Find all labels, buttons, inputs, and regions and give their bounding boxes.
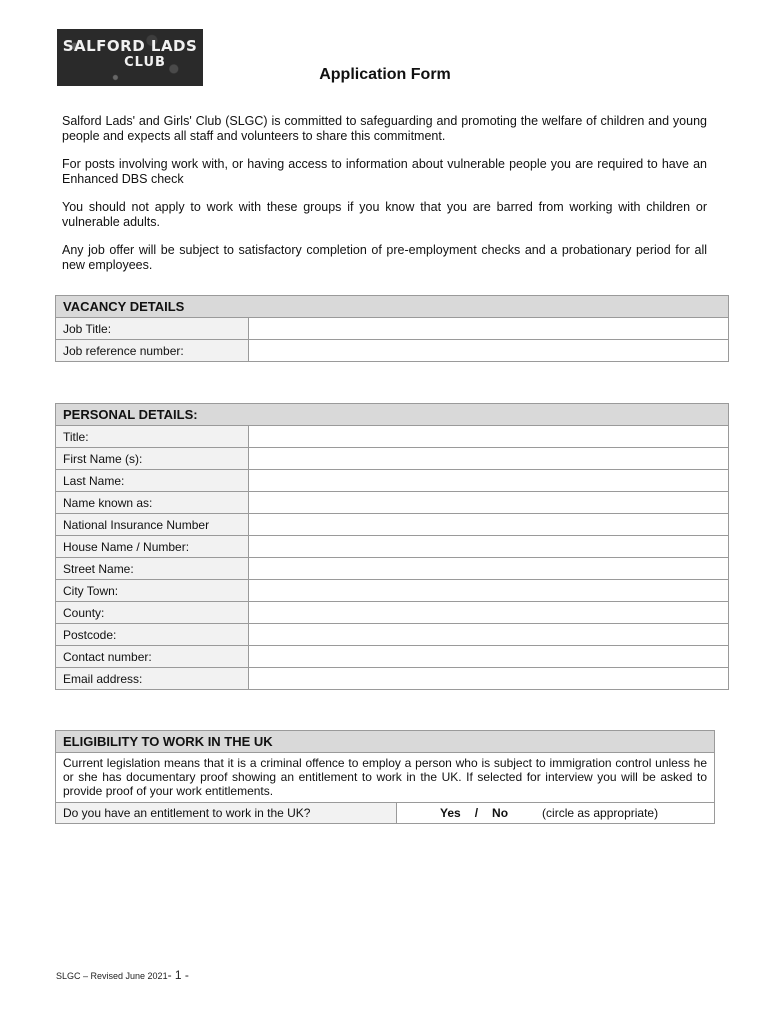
- page-footer: [56, 968, 189, 982]
- logo-line-1: SALFORD LADS: [62, 37, 198, 55]
- field-label: City Town:: [56, 580, 249, 602]
- table-row: [56, 340, 729, 362]
- field-label: Job reference number:: [56, 340, 249, 362]
- table-row: [56, 448, 729, 470]
- first-name-field[interactable]: [249, 448, 729, 470]
- footer-text: SLGC – Revised June 2021: [56, 971, 168, 981]
- table-row: [56, 558, 729, 580]
- field-label: County:: [56, 602, 249, 624]
- table-row: [56, 536, 729, 558]
- known-as-field[interactable]: [249, 492, 729, 514]
- eligibility-text: Current legislation means that it is a criminal offence to employ a person who is subject to immigration control unless he or she has documentary proof showing an entitlement to work in the UK. If selected for interview you will be asked to provide proof of your work entitlements.: [56, 753, 715, 803]
- job-reference-field[interactable]: [249, 340, 729, 362]
- field-label: House Name / Number:: [56, 536, 249, 558]
- field-label: Postcode:: [56, 624, 249, 646]
- field-label: Job Title:: [56, 318, 249, 340]
- section-heading: PERSONAL DETAILS:: [56, 404, 729, 426]
- vacancy-details-table: [55, 295, 729, 362]
- field-label: National Insurance Number: [56, 514, 249, 536]
- logo-line-2: CLUB: [124, 55, 166, 70]
- city-town-field[interactable]: [249, 580, 729, 602]
- eligibility-answer: [397, 803, 715, 824]
- last-name-field[interactable]: [249, 470, 729, 492]
- circle-note: (circle as appropriate): [542, 806, 659, 820]
- field-label: Email address:: [56, 668, 249, 690]
- table-row: [56, 624, 729, 646]
- table-row: [56, 514, 729, 536]
- yes-option[interactable]: Yes: [440, 806, 461, 820]
- field-label: First Name (s):: [56, 448, 249, 470]
- table-row: [56, 492, 729, 514]
- email-field[interactable]: [249, 668, 729, 690]
- contact-number-field[interactable]: [249, 646, 729, 668]
- eligibility-table: [55, 730, 715, 824]
- field-label: Street Name:: [56, 558, 249, 580]
- county-field[interactable]: [249, 602, 729, 624]
- field-label: Last Name:: [56, 470, 249, 492]
- title-field[interactable]: [249, 426, 729, 448]
- section-heading: ELIGIBILITY TO WORK IN THE UK: [56, 731, 715, 753]
- intro-paragraph: You should not apply to work with these groups if you know that you are barred from working with children or vulnerable adults.: [62, 200, 707, 229]
- table-row: [56, 426, 729, 448]
- table-row: [56, 602, 729, 624]
- table-row: [56, 803, 715, 824]
- national-insurance-field[interactable]: [249, 514, 729, 536]
- field-label: Name known as:: [56, 492, 249, 514]
- field-label: Title:: [56, 426, 249, 448]
- job-title-field[interactable]: [249, 318, 729, 340]
- intro-paragraph: Salford Lads' and Girls' Club (SLGC) is committed to safeguarding and promoting the welfare of children and young people and expects all staff and volunteers to share this commitment.: [62, 114, 707, 143]
- postcode-field[interactable]: [249, 624, 729, 646]
- table-row: [56, 470, 729, 492]
- page-title: Application Form: [319, 66, 451, 83]
- eligibility-question: Do you have an entitlement to work in the UK?: [56, 803, 397, 824]
- street-name-field[interactable]: [249, 558, 729, 580]
- intro-text: [62, 114, 707, 286]
- house-name-field[interactable]: [249, 536, 729, 558]
- option-separator: /: [474, 806, 479, 820]
- table-row: [56, 646, 729, 668]
- personal-details-table: [55, 403, 729, 690]
- intro-paragraph: For posts involving work with, or having access to information about vulnerable people you are required to have an Enhanced DBS check: [62, 157, 707, 186]
- section-heading: VACANCY DETAILS: [56, 296, 729, 318]
- intro-paragraph: Any job offer will be subject to satisfactory completion of pre-employment checks and a probationary period for all new employees.: [62, 243, 707, 272]
- field-label: Contact number:: [56, 646, 249, 668]
- table-row: [56, 668, 729, 690]
- page-number: - 1 -: [167, 968, 189, 982]
- table-row: [56, 318, 729, 340]
- table-row: [56, 580, 729, 602]
- no-option[interactable]: No: [492, 806, 509, 820]
